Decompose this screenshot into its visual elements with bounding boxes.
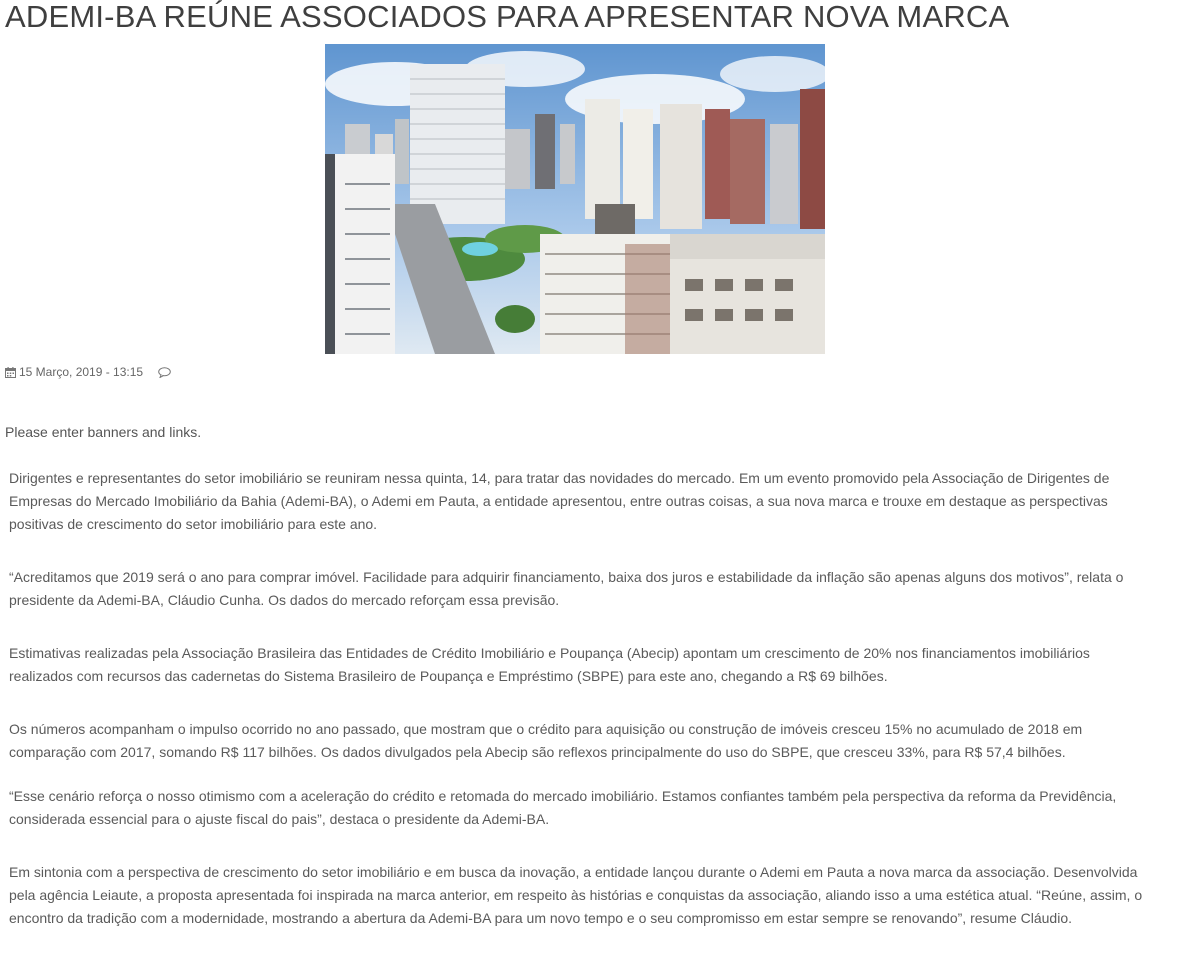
article-paragraph: Dirigentes e representantes do setor imobiliário se reuniram nessa quinta, 14, para tratar das novidades do mercado. Em um evento promovido pela Associação de Dirigentes de Empresas do Mercado Imobiliário da Bahia (Ademi-BA), o Ademi em Pauta, a entidade apresentou, entre outras coisas, a sua nova marca e trouxe em destaque as perspectivas positivas de crescimento do setor imobiliário para este ano. [9,470,1110,532]
article-paragraph: “Acreditamos que 2019 será o ano para comprar imóvel. Facilidade para adquirir financiamento, baixa dos juros e estabilidade da inflação são apenas alguns dos motivos”, relata o presidente da Ademi-BA, Cláudio Cunha. Os dados do mercado reforçam essa previsão. [9,569,1124,608]
article-paragraph: Estimativas realizadas pela Associação Brasileira das Entidades de Crédito Imobiliário e Poupança (Abecip) apontam um crescimento de 20% nos financiamentos imobiliários realizados com recursos das cadernetas do Sistema Brasileiro de Poupança e Empréstimo (SBPE) para este ano, chegando a R$ 69 bilhões. [9,645,1090,684]
calendar-icon [5,367,16,378]
article-date: 15 Março, 2019 - 13:15 [19,365,144,379]
article-title: ADEMI-BA REÚNE ASSOCIADOS PARA APRESENTAR NOVA MARCA [5,0,1010,34]
comment-icon[interactable] [158,367,171,378]
banner-notice: Please enter banners and links. [5,424,202,440]
article-paragraph: Em sintonia com a perspectiva de crescimento do setor imobiliário e em busca da inovação, a entidade lançou durante o Ademi em Pauta a nova marca da associação. Desenvolvida pela agência Leiaute, a proposta apresentada foi inspirada na marca anterior, em respeito às histórias e conquistas da associação, aliando isso a uma estética atual. “Reúne, assim, o encontro da tradição com a modernidade, mostrando a abertura da Ademi-BA para um novo tempo e o seu compromisso em estar sempre se renovando”, resume Cláudio. [9,864,1143,926]
article-image [325,44,825,354]
article-meta [5,365,171,379]
article-paragraph: “Esse cenário reforça o nosso otimismo com a aceleração do crédito e retomada do mercado imobiliário. Estamos confiantes também pela perspectiva da reforma da Previdência, considerada essencial para o ajuste fiscal do pais”, destaca o presidente da Ademi-BA. [9,788,1117,827]
article-paragraph: Os números acompanham o impulso ocorrido no ano passado, que mostram que o crédito para aquisição ou construção de imóveis cresceu 15% no acumulado de 2018 em comparação com 2017, somando R$ 117 bilhões. Os dados divulgados pela Abecip são reflexos principalmente do uso do SBPE, que cresceu 33%, para R$ 57,4 bilhões. [9,721,1083,760]
